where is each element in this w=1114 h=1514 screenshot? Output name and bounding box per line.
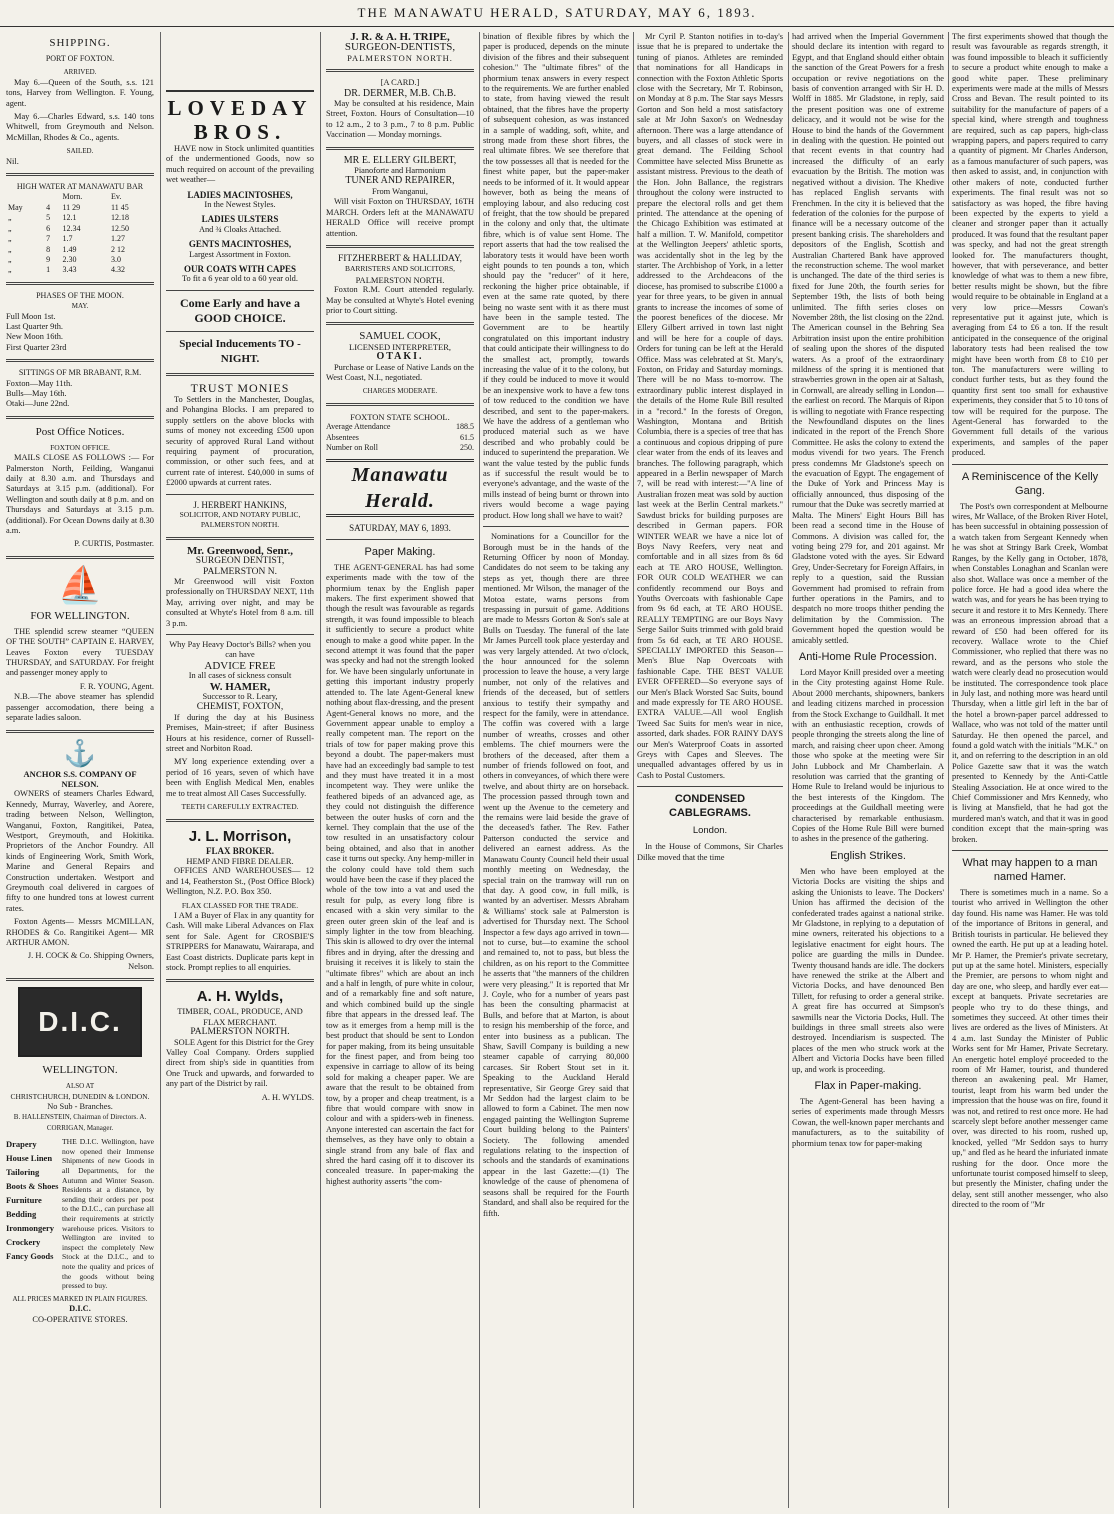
cablegrams-text: In the House of Commons, Sir Charles Dilke moved that the time xyxy=(637,842,783,862)
moon-month: MAY. xyxy=(71,302,89,311)
card-label: [A CARD.] xyxy=(380,78,420,88)
morrison-title: FLAX BROKER. xyxy=(205,845,274,856)
loveday-item-sub: In the Newest Styles. xyxy=(204,200,276,210)
trust-monies-text: To Settlers in the Manchester, Douglas, and Pohangina Blocks. I am prepared to supply settlers on the above blocks with sums of money not exceeding £500 upon security of approved Rural Land without requiring payment of procuration, commission, or other such fees, and at current rate of interest. £40,000 in sums of £2000 upwards at current rates. xyxy=(166,394,314,488)
dic-text: THE D.I.C. Wellington, have now opened their Immense Shipments of new Goods in all Departments, for the Autumn and Winter Season. Residents at a distance, by sending their orders per post to the D.I.C., can purchase all their requirements at strictly warehouse prices. Visitors to Wellington are invited to inspect the completely New Stock at the D.I.C., and to note the quality and prices of the goods without being pressed to buy. xyxy=(62,1137,154,1291)
dic-department: Fancy Goods xyxy=(6,1251,54,1262)
tide-cell: 1.27 xyxy=(111,234,126,244)
column-rule xyxy=(633,32,634,1508)
tide-cell xyxy=(44,192,60,202)
loveday-item: GENTS MACINTOSHES, xyxy=(188,239,292,250)
dic-department: Crockery xyxy=(6,1237,41,1248)
moon-line: Last Quarter 9th. xyxy=(6,321,63,331)
tide-header-row xyxy=(6,192,154,202)
divider xyxy=(6,173,154,176)
column-rule xyxy=(788,32,789,1508)
school-label: Absentees xyxy=(326,432,359,442)
tide-cell: 12.50 xyxy=(111,223,130,233)
morrison-subtitle: HEMP AND FIBRE DEALER. xyxy=(186,855,294,866)
tide-cell: 12.18 xyxy=(111,213,130,223)
divider xyxy=(326,403,474,406)
tripe-name: J. R. & A. H. TRIPE, xyxy=(350,32,450,43)
arrival-notice: May 6.—Queen of the South, s.s. 121 tons, Harvey from Wellington. F. Young, agent. xyxy=(6,77,154,108)
dic-department: Drapery xyxy=(6,1139,37,1150)
hankins-name: J. HERBERT HANKINS, xyxy=(193,499,287,510)
arrival-notice: May 6.—Charles Edward, s.s. 140 tons Whitwell, from Greymouth and Nelson. McMillan, Rhodes & Co., agents. xyxy=(6,112,154,142)
steamer-note: N.B.—The above steamer has splendid passenger accomodation, there being a separate ladies saloon. xyxy=(6,692,154,723)
hamer-text-2: MY long experience extending over a period of 16 years, seven of which have been with English Medical Men, enables me to treat almost All Cases Successfully. xyxy=(166,757,314,798)
school-heading: FOXTON STATE SCHOOL. xyxy=(350,411,450,422)
arrived-label: ARRIVED. xyxy=(63,68,97,77)
divider xyxy=(326,147,474,150)
sittings-line: Foxton—May 11th. xyxy=(6,378,73,388)
tide-cell: May xyxy=(8,202,23,212)
column-rule xyxy=(320,32,321,1508)
dic-department: Furniture xyxy=(6,1195,42,1206)
loveday-item: LADIES ULSTERS xyxy=(201,214,279,225)
tide-cell: „ xyxy=(8,234,12,244)
tide-row xyxy=(6,265,154,275)
divider xyxy=(166,290,314,291)
loveday-item-sub: And ¾ Cloaks Attached. xyxy=(198,224,282,234)
trust-monies-heading: TRUST MONIES xyxy=(190,380,290,395)
dic-branches: CHRISTCHURCH, DUNEDIN & LONDON. xyxy=(10,1091,150,1101)
tide-cell: 9 xyxy=(46,254,51,264)
tide-cell: 12.1 xyxy=(62,213,77,223)
tide-cell: Morn. xyxy=(62,192,83,202)
fitzherbert-place: PALMERSTON NORTH. xyxy=(355,274,445,285)
masthead: THE MANAWATU HERALD, SATURDAY, MAY 6, 1893. xyxy=(0,0,1114,27)
greenwood-text: Mr Greenwood will visit Foxton professionally on THURSDAY NEXT, 11th May, arriving over night, and may be consulted at Whyte's Hotel from 8 a.m. till 3 p.m. xyxy=(166,576,314,628)
divider xyxy=(952,850,1108,851)
loveday-item-sub: Largest Assortment in Foxton. xyxy=(189,249,291,259)
dic-city: WELLINGTON. xyxy=(42,1064,118,1077)
divider xyxy=(6,556,154,559)
anchor-icon: ⚓ xyxy=(63,738,97,768)
divider xyxy=(326,245,474,248)
column-4 xyxy=(483,32,629,1508)
fitzherbert-text: Foxton R.M. Court attended regularly. May be consulted at Whyte's Hotel evening prior to Court sitting. xyxy=(326,285,474,315)
fitzherbert-name: FITZHERBERT & HALLIDAY, xyxy=(337,253,463,264)
cook-place: OTAKI. xyxy=(376,351,424,363)
cook-charges: CHARGES MODERATE. xyxy=(362,387,438,396)
dic-department: House Linen xyxy=(6,1153,53,1164)
tide-cell: 12.34 xyxy=(62,223,81,233)
moon-line: New Moon 16th. xyxy=(6,332,63,342)
dic-people: B. HALLENSTEIN, Chairman of Directors. A. CORRIGAN, Manager. xyxy=(13,1113,147,1132)
tide-row xyxy=(6,245,154,255)
dic-stores-logo: D.I.C. xyxy=(18,987,142,1057)
school-row xyxy=(326,433,474,443)
school-value: 250. xyxy=(460,443,474,452)
moon-line: First Quarter 23rd xyxy=(6,342,67,352)
divider xyxy=(166,634,314,635)
school-row xyxy=(326,443,474,453)
dic-footer-sub: CO-OPERATIVE STORES. xyxy=(32,1314,128,1324)
wylds-name: A. H. Wylds, xyxy=(196,988,284,1006)
anchor-company-agents: Foxton Agents— Messrs MCMILLAN, RHODES & Co. Rangitikei Agent— MR ARTHUR AMON. xyxy=(6,917,154,947)
tide-cell: „ xyxy=(8,254,12,264)
local-news: Nominations for a Councillor for the Borough must be in the hands of the Returning Officer by noon of Monday. Candidates do not seem to be taking any steps as yet, though there are three mentioned. Mr Wilson, the manager of the Motoa estate, warns persons from trespassing in pursuit of game. Additions are made to Messrs Gorton & Son's sale at Bulls on Tuesday. The funeral of the late Mr James Purcell took place yesterday and was very largely attended. At two o'clock, the hour announced for the solemn procession to leave the house, a very large number, not only of the relatives and friends of the deceased, but of settlers anxious to testify their sympathy and respect for the family, were in attendance. The coffin was covered with a large number of wreaths, crosses and other emblems. The chief mourners were the brothers of the deceased, after them a number of friends followed on foot, and others in conveyances, of which there were twelve, and about thirty are on horseback. The procession passed through town and went up the Avenue to the cemetery and the remains were laid beside the grave of the deceased's father. The Rev. Father Patterson conducted the service and delivered an earnest address. As the Manawatu County Council held their usual monthly meeting on Wednesday, the special train on the tramway will run on that day. A good cow, in full milk, is wanted by an advertiser. Messrs Abraham & Williams' stock sale at Palmerston is advertised for Thursday next. The School Inspector a few days ago arrived in town—not to curse, but—to examine the school and remained to, not to pass, but bless the children, as on his report to the Committee he asserts that "the manners of the children were very pleasing." It is reported that Mr J. Coyle, who for a number of years past has been the consulting pharmacist at Bulls, and before that at Marton, is about to resign his membership of the force, and enter into business as a publican. The Shaw, Savill Company is building a new steamer capable of carrying 80,000 carcases. Sir Robert Stout set in it. Speaking to the Auckland Herald representative, Sir George Grey said that Mr Seddon had the largest claim to be allowed to form a Cabinet. The men now engaged painting the Wellington Supreme Court building belong to the Painters' Society. The following amended regulations relating to the inspection of schools and the standards of examinations appear in the last Gazette:—(1) The knowledge of the cause of phenomena of seasons shall be required for the Fourth Standard, and shall also be required for the fifth. xyxy=(483,532,629,1218)
doctor-question: Why Pay Heavy Doctor's Bills? when you can have xyxy=(169,640,311,660)
cablegrams-continued: had arrived when the Imperial Government should declare its intention with regard to Egypt, and that England should either obtain the sanction of the Great Powers for a fresh occupation or revive negotiations on the basis of convention arranged with Sir H. D. Wolff in 1885. Mr Gladstone, in reply, said the present position was one of extreme delicacy, and it would not be wise for the House to bind the hands of the Government in dealing with the question. He pointed out that recent events in that country had increased the difficulty of an early evacuation by the British. The motion was negatived without a division. The Khedive has replaced English servants with Frenchmen. In the city it is believed that the federation of the colonies for the purpose of finance will be a necessary outcome of the present banking crisis. The shareholders and depositors of the English, Scottish and Australian Chartered Bank have approved the reconstruction scheme. The wool market is unchanged. The date of the third series is fixed for June 20th, the fourth series for September 19th, the lists of both being unlimited. The fifth series closes on November 28th, the list closing on the 22nd. The American counsel in the Behring Sea Arbitration insist upon the entire prohibition of sealing upon the shores of the disputed waters. As a proof of the extraordinary mildness of the spring it is mentioned that strawberries grown in the open air at Saltash, in Cornwall, are already selling in London—the earliest on record. The Marquis of Ripon is willing to negotiate with France respecting the Newfoundland disputes on the lines indicated in the report of the French Shore Committee. He asks the colony to extend the modus vivendi for two years. The French press condemns Mr Gladstone's speech on the evacuation of Egypt. The engagement of the Duke of York and Princess May is officially announced, thus disposing of the rumour that the Duke was secretly married at Malta. The Miners' Eight Hours Bill has been read a second time in the House of Commons. A division was called for, the voting being 279 for, and 201 against. Mr Gladstone voted with the ayes. Sir Edward Grey, Under-Secretary for Foreign Affairs, in reply to a question, said the Russian Government had promised to refrain from further operations in the Pamirs, and to despatch no more troops thither pending the delimitation by the Commission. The Government hoped the question would be amicably settled. xyxy=(792,32,944,645)
flax-text: I AM a Buyer of Flax in any quantity for Cash. Will make Liberal Advances on Flax sent for Sale. Agent for CROSBIE'S STRIPPERS for Manawatu, Wairarapa, and East Coast districts. Duplicate parts kept in stock. Prompt replies to all enquiries. xyxy=(166,910,314,972)
tide-cell: 2 12 xyxy=(111,244,126,254)
column-1 xyxy=(6,32,154,1508)
hamer-name: W. HAMER, xyxy=(209,680,271,693)
tide-cell: 1.49 xyxy=(62,244,77,254)
tide-row xyxy=(6,213,154,223)
sittings-heading: SITTINGS OF MR BRABANT, R.M. xyxy=(18,368,142,378)
anchor-company-text: OWNERS of steamers Charles Edward, Kennedy, Murray, Waverley, and Aorere, trading between Nelson, Wellington, Wanganui, Foxton, Rangitikei, Patea, Westport, Greymouth, and Hokitika. Proprietors of the Anchor Foundry. All kinds of Engineering Work, Smith Work, Marine and General Repairs and Construction undertaken. Westport and Greymouth coal delivered in cargoes of fifty to one hundred tons at lowest current rates. xyxy=(6,789,154,913)
section-text: Men who have been employed at the Victoria Docks are visiting the ships and asking the Unionists to leave. The Dockers' Union has affirmed the decision of the confederated trades against a national strike. Mr Gladstone, in replying to a deputation of mine owners, reiterated his objections to a legislative enactment for eight hours. The police are guarding the mills in Dundee. Twenty thousand hands are idle. The dockers have renewed the strike at the Albert and Victoria Docks, and have denounced Ben Tillett, for refusing to order a general strike. A great fire has occurred at Simpson's sawmills near the Victoria Docks, Hull. The buildings in three small streets also were destroyed. Incendiarism is suspected. The places of the men who struck work at the Albert and Victoria Docks have been filled up, and work is proceeding. xyxy=(792,866,944,1074)
tide-cell: „ xyxy=(8,223,12,233)
dic-also: ALSO AT xyxy=(65,1082,95,1091)
cablegrams-city: London. xyxy=(692,825,728,837)
cook-text: Purchase or Lease of Native Lands on the West Coast, N.I., negotiated. xyxy=(326,362,474,382)
sittings-line: Bulls—May 16th. xyxy=(6,388,67,398)
divider xyxy=(6,730,154,733)
tide-cell: 2.30 xyxy=(62,254,77,264)
school-label: Number on Roll xyxy=(326,443,378,452)
tide-cell: 1.7 xyxy=(62,234,73,244)
section-heading: Anti-Home Rule Procession. xyxy=(798,650,938,663)
cook-title: LICENSED INTERPRETER, xyxy=(349,341,451,352)
dic-department: Boots & Shoes xyxy=(6,1181,59,1192)
tide-cell: 8 xyxy=(46,244,51,254)
loveday-heading: LOVEDAY xyxy=(166,90,314,120)
flax-classed: FLAX CLASSED FOR THE TRADE. xyxy=(181,900,299,910)
divider xyxy=(483,526,629,527)
greenwood-name: Mr. Greenwood, Senr., xyxy=(187,544,293,557)
tide-cell: 3.43 xyxy=(62,265,77,275)
section-heading: English Strikes. xyxy=(830,849,906,862)
anchor-company-signature: J. H. COCK & Co. Shipping Owners, Nelson. xyxy=(27,951,154,971)
divider xyxy=(326,322,474,325)
cook-name: SAMUEL COOK, xyxy=(359,330,441,343)
divider xyxy=(326,539,474,540)
wylds-place: PALMERSTON NORTH. xyxy=(190,1027,290,1038)
wellington-heading: FOR WELLINGTON. xyxy=(30,609,130,622)
column-3 xyxy=(326,32,474,1508)
dic-department: Tailoring xyxy=(6,1167,40,1178)
section-text: The Agent-General has been having a series of experiments made through Messrs Cowan, the well-known paper merchants and manufacturers, as to the suitability of phormium tenax tow for paper-making xyxy=(792,1097,944,1148)
divider xyxy=(166,537,314,540)
moon-line: Full Moon 1st. xyxy=(6,311,56,321)
sailed-notice: Nil. xyxy=(6,156,19,166)
steamer-agent: F. R. YOUNG, Agent. xyxy=(79,681,154,691)
divider xyxy=(166,494,314,495)
divider xyxy=(166,979,314,982)
tide-cell: 5 xyxy=(46,213,51,223)
section-heading: A Reminiscence of the Kelly Gang. xyxy=(961,470,1099,497)
wylds-text: SOLE Agent for this District for the Grey Valley Coal Company. Orders supplied direct from ship's side in quantities from One Truck and upwards, and forwarded to any part of the District by rail. xyxy=(166,1037,314,1089)
gilbert-text: Will visit Foxton on THURSDAY, 16TH MARCH. Orders left at the MANAWATU HERALD Office will receive prompt attention. xyxy=(326,197,474,238)
school-value: 188.5 xyxy=(456,422,474,432)
loveday-heading-2: BROS. xyxy=(193,120,287,144)
tide-table xyxy=(6,192,154,275)
divider xyxy=(326,69,474,72)
column-rule xyxy=(160,32,161,1508)
high-water-heading: HIGH WATER AT MANAWATU BAR xyxy=(16,182,144,192)
section-heading: What may happen to a man named Hamer. xyxy=(962,857,1098,884)
article-title: Paper Making. xyxy=(364,545,436,558)
teeth-notice: TEETH CAREFULLY EXTRACTED. xyxy=(181,802,299,812)
post-office-text: MAILS CLOSE AS FOLLOWS :— For Palmerston North, Feilding, Wanganui daily at 8.30 a.m. and Thursdays and Saturdays at 3.15 p.m. (additional). For Wellington and south daily at 8 p.m. and on Thursdays and Saturdays at 3.15 p.m. (additional). For Ocean Downs daily at 8.30 a.m. xyxy=(6,453,154,536)
tide-cell: 4 xyxy=(46,202,51,212)
hamer-title: CHEMIST, FOXTON, xyxy=(196,702,284,713)
column-rule xyxy=(948,32,949,1508)
special-inducements-banner: Special Inducements TO - NIGHT. xyxy=(179,337,301,365)
column-rule xyxy=(479,32,480,1508)
section-text: Lord Mayor Knill presided over a meeting in the City protesting against Home Rule. About 2000 merchants, shipowners, bankers and leading citizens marched in procession from the Stock Exchange to Guildhall. It met with an enthusiastic reception, crowds of people thronging the streets along the line of march, and raising cheer upon cheer. Among those who spoke at the meeting were Sir John Lubbock and Mr Chamberlain. A resolution was carried that the granting of Home Rule to Ireland would be injurious to the best interests of the Kingdom. The proceedings at the Guildhall meeting were characterised by remarkable enthusiasm. Copies of the Home Rule Bill were burned to ashes in the presence of the gathering. xyxy=(792,667,944,844)
dic-footer: ALL PRICES MARKED IN PLAIN FIGURES. xyxy=(12,1294,148,1303)
paper-title: Manawatu Herald. xyxy=(326,459,474,517)
tripe-title: SURGEON-DENTISTS, xyxy=(344,41,456,54)
tide-row xyxy=(6,203,154,213)
divider xyxy=(6,978,154,981)
tide-row xyxy=(6,255,154,265)
ship-illustration: ⛵ xyxy=(57,564,103,605)
cablegrams-heading: CONDENSED CABLEGRAMS. xyxy=(669,793,751,820)
paper-date: SATURDAY, MAY 6, 1893. xyxy=(349,523,451,534)
tripe-place: PALMERSTON NORTH. xyxy=(347,52,453,63)
tide-cell: 7 xyxy=(46,234,51,244)
dic-nosub: No Sub - Branches. xyxy=(47,1102,113,1112)
port-heading: PORT OF FOXTON. xyxy=(45,54,115,63)
postmaster-signature: P. CURTIS, Postmaster. xyxy=(74,539,154,549)
tide-cell: „ xyxy=(8,265,12,275)
dic-departments-block xyxy=(6,1137,154,1291)
tide-cell: 1 xyxy=(46,265,51,275)
divider xyxy=(166,373,314,376)
divider xyxy=(637,786,783,787)
divider xyxy=(6,416,154,419)
tide-cell: 3.0 xyxy=(111,254,122,264)
morrison-address: OFFICES AND WAREHOUSES— 12 and 14, Featherston St., (Post Office Block) Wellington, N.Z. P.O. Box 350. xyxy=(166,866,314,897)
tide-cell: Ev. xyxy=(111,192,122,202)
column-2 xyxy=(166,32,314,1508)
loveday-item: LADIES MACINTOSHES, xyxy=(187,189,293,200)
dic-department: Bedding xyxy=(6,1209,37,1220)
gilbert-trade: Pianoforte and Harmonium xyxy=(354,166,446,176)
advice-sub: In all cases of sickness consult xyxy=(188,671,292,681)
school-label: Average Attendance xyxy=(326,422,391,432)
column-6 xyxy=(792,32,944,1508)
column-7 xyxy=(952,32,1108,1508)
sittings-line: Otaki—June 22nd. xyxy=(6,399,70,409)
wylds-signature: A. H. WYLDS. xyxy=(261,1092,314,1102)
tide-cell xyxy=(6,192,44,202)
gilbert-name: MR E. ELLERY GILBERT, xyxy=(343,154,457,166)
loveday-item-sub: To fit a 6 year old to a 60 year old. xyxy=(182,274,298,284)
school-value: 61.5 xyxy=(460,432,474,442)
loveday-item: OUR COATS WITH CAPES xyxy=(184,264,296,275)
local-news: Mr Cyril P. Stanton notifies in to-day's issue that he is prepared to undertake the tuning of pianos. Athletes are reminded that nominations for all Handicaps in connection with the Foxton Athletic Sports close with the Secretary, Mr T. Robinson, on Monday at 8 p.m. The Star says Messrs Gorton and Son held a most satisfactory sale at Mr John Saxon's on Wednesday afternoon. There was a large attendance of buyers, and all classes of stock were in great demand. The Feilding School Committee have selected Miss Brunette as assistant mistress. Previous to the death of the Hon. John Ballance, the registrars throughout the colony were instructed to prepare the electoral rolls and get them printed. The attendance at the opening of the Chicago Exhibition was estimated at half a million. T. W. Manifold, competitor at the Wellington Jeepers' athletic sports, was accidentally shot in the leg by the starter. The Archbishop of York, in a letter addressed to the Archdeacons of the diocese, has promised to subscribe £1000 a year for three years, to be given in annual grants to increase the incomes of some of the poorest benefices of the diocese. Mr Ellery Gilbert arrived in town last night and will be here for a couple of days. Orders for tuning can be left at the Herald Office. Mass was celebrated at St. Mary's, Foxton, on Friday and Saturday mornings. There will be no Mass to-morrow. The extraordinary public interest displayed in the details of the Home Rule Bill resulted in a "record." In the forests of Oregon, Washington, Montana and British Columbia, there is a species of tree that has a continuous and copious dripping of pure clear water from the ends of its leaves and branches. The following paragraph, which appeared in a Berlin newspaper of March 7, will be read with interest:—"A line of Australian frozen meat was sold by auction last week at the Berlin Central markets." Sawdust bricks for building purposes are described in German papers. FOR WINTER WEAR we have a nice lot of Boys Navy Reefers, very neat and comfortable and in all sizes from 8s 6d each at TE ARO HOUSE, Wellington. FOR OUR COLD WEATHER we can confidently recommend our Boys and Youths Overcoats with fashionable Cape from 9s 6d each, at TE ARO HOUSE. REALLY TEMPTING are our Boys Navy Serge Sailor Suits trimmed with gold braid from 5s 6d each, at TE ARO HOUSE. SPECIALLY IMPORTED this Season—Men's Blue Nap Overcoats with fashionable Cape. THE BEST VALUE EVER OFFERED—So everyone says of our Men's Black Worsted Sac Suits, bound and made expressly for TE ARO HOUSE. EXTRA VALUE.—All wool English Tweed Sac Suits for men's wear in nice, assorted, dark shades. FOR RAINY DAYS our Men's Waterproof Coats in assorted Greys with Capes and Sleeves. The unequalled advantages offered by us in Cash to Postal Customers. xyxy=(637,32,783,780)
column-5 xyxy=(637,32,783,1508)
divider xyxy=(6,282,154,285)
loveday-text: HAVE now in Stock unlimited quantities of the undermentioned Goods, now so much required on account of the prevailing wet weather— xyxy=(166,144,314,185)
tide-cell: 6 xyxy=(46,223,51,233)
fitzherbert-title: BARRISTERS AND SOLICITORS, xyxy=(344,264,456,274)
advice-free: ADVICE FREE xyxy=(204,659,276,672)
tide-cell: 4.32 xyxy=(111,265,126,275)
divider xyxy=(6,359,154,362)
dermer-text: May be consulted at his residence, Main Street, Foxton. Hours of Consultation—10 to 12 a.m., 2 to 3 p.m., 7 to 8 p.m. Public Vaccination — Monday mornings. xyxy=(326,99,474,140)
tide-cell: „ xyxy=(8,244,12,254)
gilbert-title: TUNER AND REPAIRER, xyxy=(345,175,455,187)
dic-footer-brand: D.I.C. xyxy=(69,1304,91,1314)
post-office-heading: Post Office Notices. xyxy=(35,425,125,438)
section-text: There is sometimes much in a name. So a tourist who arrived in Wellington the other day found. His name was Hamer. He was told of the importance of Britons in general, and British tourists in particular. He believed they owned the earth. He put up at a leading hotel. Mr P. Hamer, the Premier's private secretary, put up at the same hotel. Ministers, especially the Premier, are persons to whom night and day are one, who sleep, and hardly ever eat—except at banquets. Private secretaries are people who try to do these things, and sometimes they succeed. At other times their lives are ordered as the lives of Ministers. At 4 a.m. last Sunday the Minister of Public Works sent for Mr Hamer, Private Secretary. An energetic hotel employé proceeded to the room of Mr Hamer, tourist, and thundered thereon an awakening peal. Mr Hamer, tourist, leapt from his warm bed under the impression that the house was on fire, found it was not, and retired to rest once more. He had scarcely slept before another messenger came over, was directed to his room, rushed up, knocked, yelled "Mr Seddon says to hurry up," and fled as he heard the infuriated inmate rushing for the door. Once more the unfortunate tourist composed himself to sleep, but presently the Minister, chafing under the delay, sent still another messenger, who also directed to the room of "Mr xyxy=(952,888,1108,1210)
morrison-name: J. L. Morrison, xyxy=(188,827,292,845)
dic-department-list xyxy=(6,1137,62,1291)
hamer-successor: Successor to R. Leary, xyxy=(202,692,278,702)
hamer-text: If during the day at his Business Premises, Main-street; if after Business Hours at his residence, corner of Russell-street and Norbiton Road. xyxy=(166,712,314,754)
tide-cell: 11 45 xyxy=(111,202,129,212)
divider xyxy=(166,331,314,332)
dic-department: Ironmongery xyxy=(6,1223,55,1234)
post-office-subheading: FOXTON OFFICE. xyxy=(50,442,110,452)
tide-row xyxy=(6,224,154,234)
section-heading: Flax in Paper-making. xyxy=(814,1080,922,1092)
hankins-title: SOLICITOR, AND NOTARY PUBLIC, PALMERSTON NORTH. xyxy=(179,509,301,530)
greenwood-title: SURGEON DENTIST, xyxy=(195,556,285,567)
gilbert-from: From Wanganui, xyxy=(372,186,428,196)
greenwood-place: PALMERSTON N. xyxy=(203,566,277,577)
article-text: THE AGENT-GENERAL has had some experiments made with the tow of the phormium tenax by the English paper makers. The first experiment showed that though the result was favourable as regards strength, it was found impossible to bleach it sufficiently to secure a product white enough to make a good white paper. In the second attempt it was found that the paper was specky and had not the strength looked for. We have been singularly unfortunate in getting this important industry properly attended to. The late Agent-General knew nothing about flax-dressing, and the present Agent-General knows no more, and the Government appear unable to employ a really competent man. The report on the trials of tow for paper making prove this beyond a doubt. The paper-makers must have had an exceedingly bad sample to test and they must have treated it in a most incompetent way. They were unlike the feathered bipeds of an advanced age, as they could not distinguish the difference between the outer husks of corn and the kernel. They complain that the use of the tow resulted in an unsatisfactory colour being obtained, and also that in another case it turns out specky. Any hemp-miller in the colony could have told them such would have been the case if they placed the whole of the tow into a vat and used the result for pulp, as every long fibre is encased with a skin very similar to the green outer green skin of the leaf and is simply lighter in the tow from bleaching. This skin is allowed to dry over the internal fibres and in drying, after the dressing and bruising it receives it is likely to stain the "ultimate fibres" which are about an inch and a half in length, of pure white in colour, and of a remarkably fine and soft nature, and which combined build up the single fibre that appears in the dressed leaf. The tow as it emerges from a hemp mill is the best product that should be sent to London for paper making, from its being unsuitable for the finest paper, and from being too expensive in carriage to allow of its being sold for making a cheaper paper. We are aware that the result to be obtained from tow, by a proper and cheap treatment, is a fibre that would compare with snow in colour and with a spiders-web in fineness. Anyone interested can ascertain the fact for themselves, as they have only to obtain a single strand from any bale of flax and shred the hard casing off it to discover its concealed treasure. In paper-making the highest authority asserts "the com- xyxy=(326,562,474,1186)
sailed-label: SAILED. xyxy=(66,147,94,156)
come-early-banner: Come Early and have a GOOD CHOICE. xyxy=(180,295,300,325)
school-row xyxy=(326,422,474,432)
moon-heading: PHASES OF THE MOON. xyxy=(36,290,124,300)
divider xyxy=(952,464,1108,465)
article-text-continued: bination of flexible fibres by which the paper is produced, depends on the minute division of the fibres and their subsequent cohesion." The "ultimate fibres" of the phormium tenax answers in every respect to the requirements. We are further enabled to state, from having viewed the result obtained, that the fibres have the property of subsequent cohesion, as was instanced in a sample of wadding, soft, white, and strong made from these short fibres, the real ultimate fibres. We see therefore that the tow possesses all that is needed for the finest white paper, but the paper-maker needs to be informed of it. It would appear however, both as being the means of employing labour, and also reducing cost of freight, that the tow should be prepared in the colony and only that, the ultimate fibre, which is of value sent Home. The report asserts that had the tow realised the laboratory tests it would have been worth eight pounds to ten pounds a ton, which should pay the "reducer" of it here, reckoning the higher price obtainable, if even at the same rate quoted, by there being no waste sent with it as there must have been in the sample tested. The Government are to be heartily congratulated on this important industry that could anticipate their willingness to do the smallest act, promptly, towards increasing the value of it to the colony, but if they could be induced to move it would be an inexpensive work to have a few tons of tow reduced to the condition we have described, and sent to the paper-makers. We have the address of a gentleman who produced material such as we have described and who probably could be induced to superintend the preparation. We want the value tested by the public funds as if successful the result would be to everyone's advantage, and the waste of the mills instead of being burnt or thrown into rivers would become a wage paying product. How long shall we have to wait? xyxy=(483,32,629,520)
anchor-company-heading: ANCHOR S.S. COMPANY OF NELSON. xyxy=(23,768,137,789)
divider xyxy=(166,819,314,822)
article-continued: The first experiments showed that though the result was favourable as regards strength, it was found impossible to bleach it sufficiently to secure a product white enough to make a good white paper. These preliminary experiments were made at the mills of Messrs Cross and Bevan. The result pointed to its suitability for the manufacture of papers of a special kind, where strength and toughness are required, such as cap papers, high-class wrapping papers, and papers required to carry a quantity of pigment. Mr Charles Anderson, as a famous manufacturer of such papers, was then asked to assist, and, in conjunction with other makers of note, conducted further experiments. The final result was not so satisfactory as was hoped, the fibre having been expected by the experts to yield a cleaner and stronger paper than it actually produced. It was found that the resultant paper was specky, and had not the great strength looked for. The manufacturers thought, however, that with perseverance, and better knowledge of what was to them a new fibre, better results might be shown, but the fibre would require to be obtainable in England at a very low price—Messrs Cowan's representative put it against jute, which is averaging from £4 to £6 a ton. If the result anticipated in the consequence of the original laboratory tests had been realised the tow might have been worth from £8 to £10 per ton. The manufacturers were willing to conduct further tests, but as they found the quantity first sent too small for exhaustive experiments, they consider that 5 to 10 tons of tow will be required for the purpose. The Agent-General has forwarded to the Government full details of the various experiments, and samples of the paper produced. xyxy=(952,32,1108,458)
tide-row xyxy=(6,234,154,244)
wylds-trade: TIMBER, COAL, PRODUCE, AND FLAX MERCHANT. xyxy=(177,1006,303,1027)
section-text: The Post's own correspondent at Melbourne wires, Mr Wallace, of the Broken River Hotel, has been successful in obtaining possession of a watch taken from Sergeant Kennedy when he was shot at Stringy Bark Creek, Wombat Ranges, by the Kelly gang in October, 1878, when Constables Lonaghan and Scanlan were also shot. Wallace was once a member of the police force. He had a good idea where the watch was, and for years he has been trying to secure it and restore it to Mrs Kennedy. There was an erroneous impression abroad that a reward of £50 had been offered for its recovery. Wallace wrote to the Chief Commissioner, who replied that there was no reward, and as the persons who stole the watch were clearly dead no prosecution would be instituted. The correspondence took place in July last, and nothing more was heard until Thursday, when a little girl left in the bar of the hotel a brown-paper parcel addressed to Wallace, who was not told of the matter until Saturday. He then opened the parcel, and found a gold watch with the initials "M.K." on it, and on referring to the description in an old Police Gazette saw that it was the watch presented to Kennedy by the Anti-Cattle Stealing Association. He at once wired to the Chief Commissioner and Mrs Kennedy, who is living at Mansfield, that he had got the murdered man's watch, and that it was in good condition except that the main-spring was broken. xyxy=(952,501,1108,844)
tide-cell: „ xyxy=(8,213,12,223)
shipping-heading: SHIPPING. xyxy=(49,37,111,49)
dermer-name: DR. DERMER, M.B. Ch.B. xyxy=(344,87,456,99)
tide-cell: 11 29 xyxy=(62,202,81,212)
steamer-notice: THE splendid screw steamer “QUEEN OF THE SOUTH” CAPTAIN E. HARVEY, Leaves Foxton every TUESDAY THURSDAY, and SATURDAY. For freight and passenger money apply to xyxy=(6,626,154,678)
